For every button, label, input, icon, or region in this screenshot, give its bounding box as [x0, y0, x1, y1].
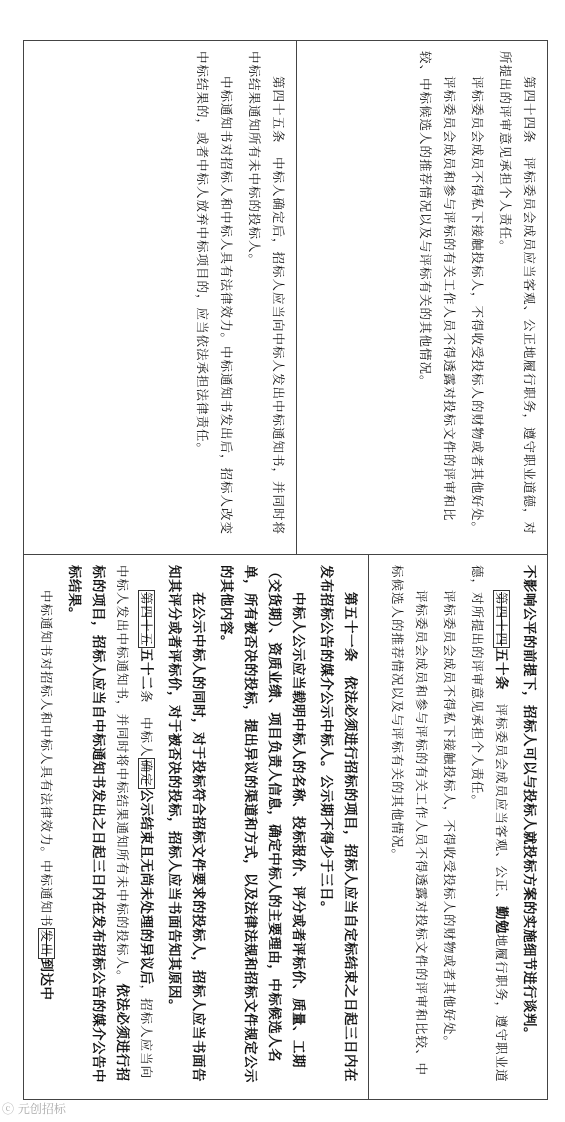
- revised-text-column: [24, 555, 547, 1099]
- article-number: 第四十四条: [522, 76, 537, 144]
- deleted-text: 发出: [39, 929, 54, 957]
- original-article-44-para-1: [493, 51, 541, 544]
- paragraph-text: 中标通知书对招标人和中标人具有法律效力。中标通知书: [39, 590, 54, 928]
- watermark-logo: ⓒ 元创招标: [2, 1102, 66, 1116]
- paragraph-text: 中标人确定后，招标人应当向中标人发出中标通知书，并同时将中标结果通知所有未中标的投标人。: [247, 51, 286, 536]
- added-text: 勤勉: [493, 906, 509, 935]
- new-article-number: 五十二: [138, 648, 154, 691]
- revised-article-50-para-1: [465, 565, 513, 1089]
- original-article-44-cell: [297, 41, 547, 554]
- article-number: 第四十五条: [271, 76, 286, 144]
- article-suffix: 条: [139, 690, 154, 704]
- deleted-article-number: 第四十四: [494, 592, 509, 647]
- deleted-text: 确定: [139, 759, 154, 787]
- revised-article-51-para-1: 第五十一条 依法必须进行招标的项目，招标人应当自定标结束之日起三日内在发布招标公告的媒介公示中标人。公示期不得少于三日。: [318, 565, 358, 1082]
- revised-article-52-para-1: [62, 565, 158, 1089]
- added-text: 到达中: [38, 958, 54, 1001]
- added-text: 公示结束且无尚未处理的异议后: [138, 788, 154, 985]
- new-article-number: 五十条: [493, 648, 509, 691]
- original-article-44-para-2: 评标委员会成员不得私下接触投标人，不得收受投标人的财物或者其他好处。: [470, 76, 485, 536]
- paragraph-text: ，招标人应当向中标人发出中标通知书，并同时将中标结果通知所有未中标的投标人。: [115, 565, 154, 1080]
- revised-article-50-para-3: 评标委员会成员和参与评标的有关工作人员不得透露对投标文件的评审和比较、中标候选人的推荐情况以及与评标有关的其他情况。: [390, 565, 429, 1077]
- deleted-article-number: 第四十五: [139, 592, 154, 647]
- paragraph-text: 中标人: [139, 717, 154, 758]
- original-article-44-para-3: 评标委员会成员和参与评标的有关工作人员不得透露对投标文件的评审和比较、中标候选人的推荐情况以及与评标有关的其他情况。: [418, 51, 457, 522]
- revised-article-51-52-cell: [24, 555, 369, 1099]
- original-article-45-cell: [24, 41, 297, 554]
- paragraph-text: 评标委员会成员应当客观、公正、: [494, 703, 509, 907]
- paragraph-text: 评标委员会成员应当客观、公正地履行职务，遵守职业道德，对所提出的评审意见承担个人责任。: [498, 51, 537, 536]
- rotated-document-page: [23, 40, 548, 1100]
- original-text-column: [24, 41, 547, 555]
- revised-article-52-para-2: [34, 565, 58, 1089]
- revised-article-51-para-3: 在公示中标人的同时，对于投标符合招标文件要求的投标人，招标人应当书面告知其评分或者评标价，对于被否决的投标，招标人应当书面告知其原因。: [166, 565, 206, 1082]
- revised-article-50-para-2: 评标委员会成员不得私下接触投标人，不得收受投标人的财物或者其他好处。: [442, 590, 457, 1050]
- added-text: 依法必须进行招标的项目，招标人应当自中标通知书发出之日起三日内在发布招标公告的媒介公告中标结果。: [66, 565, 130, 1083]
- paragraph-text: 地履行职务，遵守职业道德，对所提出的评审意见承担个人责任。: [470, 565, 509, 1083]
- revised-article-51-para-2: 中标人公示应当载明中标人的名称、投标报价、评分或者评标价、质量、工期（交货期）、资质业绩、项目负责人信息，确定中标人的主要理由，中标候选人名单，所有被否决的投标，提出异议的渠道和方式，以及法律法规和招标文件规定公示的其他内容。: [218, 565, 306, 1083]
- revised-intro-sentence: 不影响公平的前提下，招标人可以与投标人就投标方案的实施细节进行谈判。: [521, 565, 537, 1041]
- comparison-table: [23, 40, 548, 1100]
- original-article-45-para-1: [242, 51, 290, 544]
- original-article-45-para-2: 中标通知书对招标人和中标人具有法律效力。中标通知书发出后，招标人改变中标结果的，或者中标人放弃中标项目的，应当依法承担法律责任。: [195, 51, 234, 536]
- revised-article-50-cell: [369, 555, 547, 1099]
